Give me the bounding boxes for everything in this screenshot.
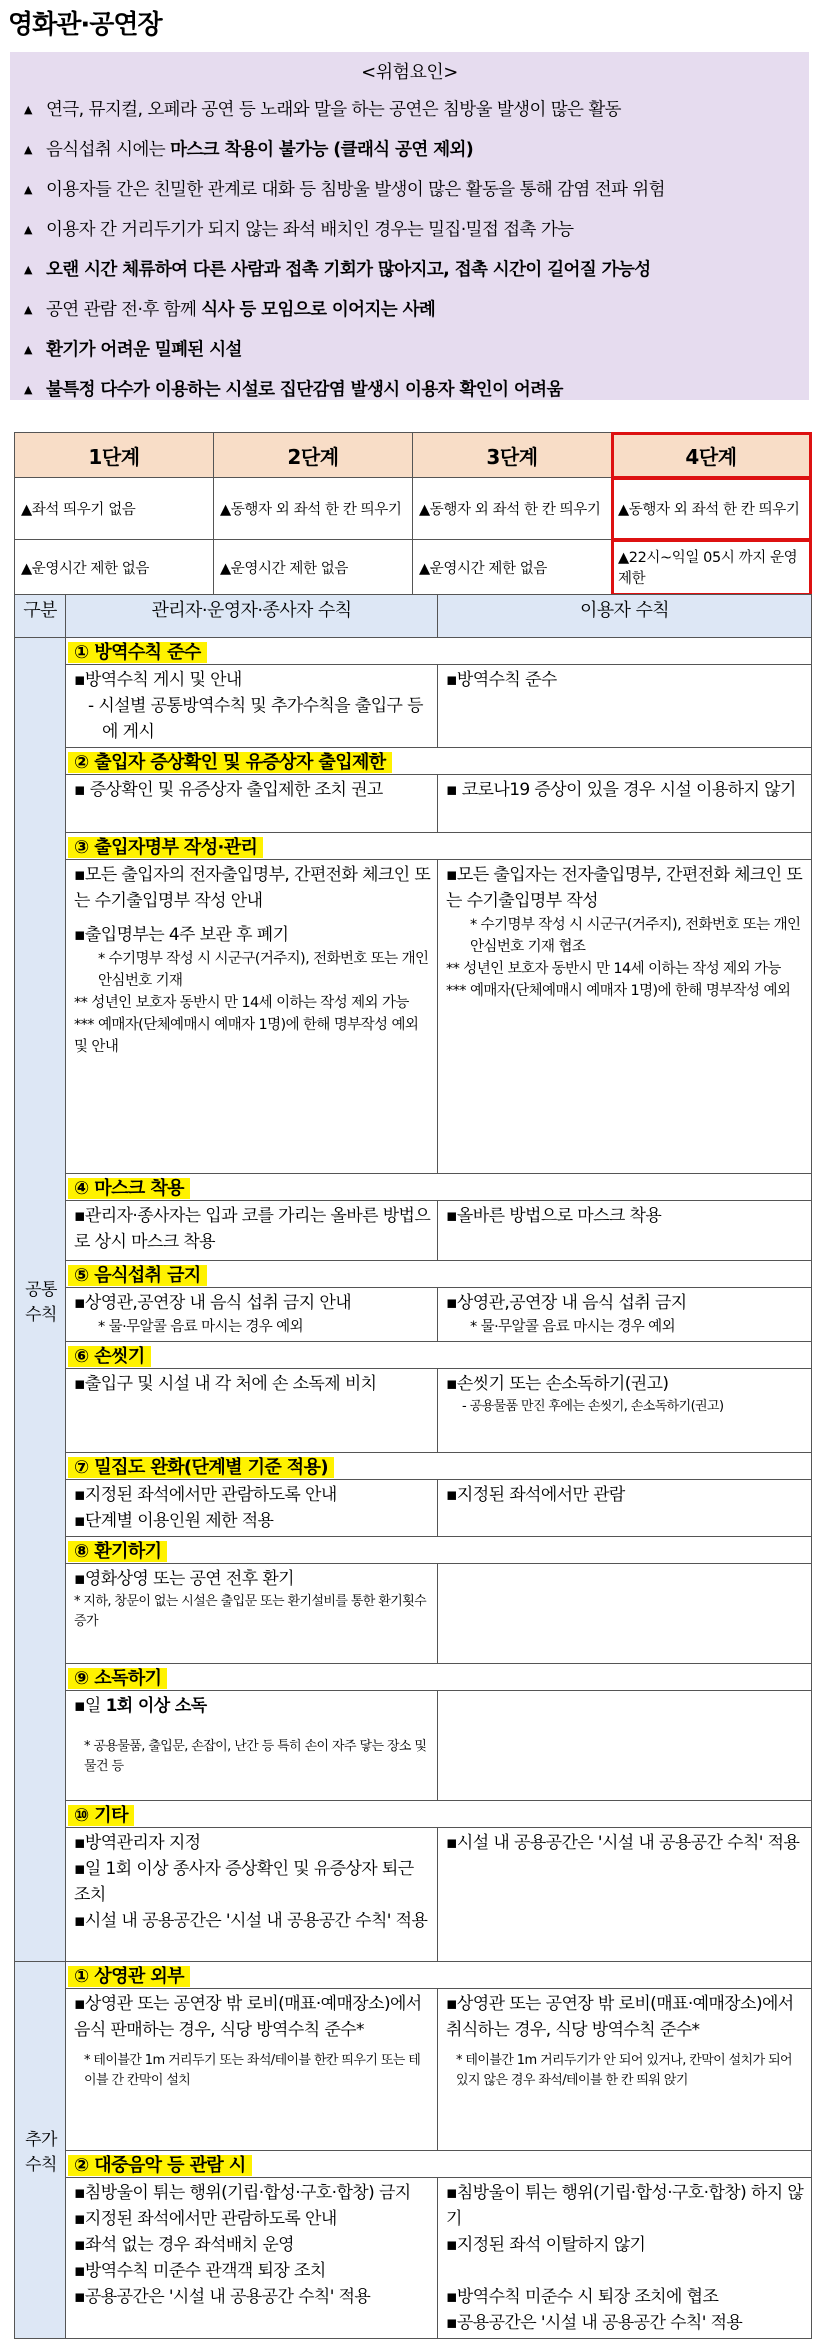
category-extra: 추가 수칙: [15, 1962, 66, 2339]
section-title: ⑧ 환기하기: [68, 1541, 167, 1562]
user-rule: ▪올바른 방법으로 마스크 착용: [438, 1201, 812, 1261]
section-title: ⑤ 음식섭취 금지: [68, 1265, 207, 1286]
risk-item: ▲ 이용자들 간은 친밀한 관계로 대화 등 침방울 발생이 많은 활동을 통해 감염 전파 위험: [24, 170, 795, 210]
page-title: 영화관·공연장: [8, 10, 162, 40]
section-title: ⑩ 기타: [68, 1805, 134, 1826]
risk-header: <위험요인>: [361, 62, 458, 83]
manager-rule: ▪ 증상확인 및 유증상자 출입제한 조치 권고: [66, 775, 438, 833]
manager-rule: ▪침방울이 튀는 행위(기립·합성·구호·합창) 금지 ▪지정된 좌석에서만 관람하도록 안내 ▪좌석 없는 경우 좌석배치 운영 ▪방역수칙 미준수 관객객 퇴장 조치 ▪공용공간은 '시설 내 공용공간 수칙' 적용: [66, 2178, 438, 2339]
distancing-level-table: [14, 432, 811, 595]
section-title: ② 출입자 증상확인 및 유증상자 출입제한: [68, 752, 392, 773]
user-rule: ▪ 코로나19 증상이 있을 경우 시설 이용하지 않기: [438, 775, 812, 833]
manager-rule: ▪일 1회 이상 소독 * 공용물품, 출입문, 손잡이, 난간 등 특히 손이 자주 닿는 장소 및 물건 등: [66, 1691, 438, 1801]
manager-rule: ▪관리자·종사자는 입과 코를 가리는 올바른 방법으로 상시 마스크 착용: [66, 1201, 438, 1261]
level-header: 4단계: [612, 433, 811, 478]
level-cell: ▲22시~익일 05시 까지 운영 제한: [612, 540, 811, 595]
triangle-bullet-icon: ▲: [24, 103, 32, 116]
triangle-bullet-icon: ▲: [24, 343, 32, 356]
level-cell: ▲운영시간 제한 없음: [413, 540, 612, 595]
col-header: 구분: [15, 595, 66, 638]
manager-rule: ▪상영관 또는 공연장 밖 로비(매표·예매장소)에서 음식 판매하는 경우, 식당 방역수칙 준수* * 테이블간 1m 거리두기 또는 좌석/테이블 한칸 띄우기 또는 테이블 간 칸막이 설치: [66, 1989, 438, 2151]
section-title: ③ 출입자명부 작성·관리: [68, 837, 263, 858]
triangle-bullet-icon: ▲: [24, 303, 32, 316]
risk-item: ▲ 오랜 시간 체류하여 다른 사람과 접촉 기회가 많아지고, 접촉 시간이 길어질 가능성: [24, 250, 795, 290]
user-rule: ▪모든 출입자는 전자출입명부, 간편전화 체크인 또는 수기출입명부 작성 * 수기명부 작성 시 시군구(거주지), 전화번호 또는 개인안심번호 기재 협조 ** 성년인 보호자 동반시 만 14세 이하는 작성 제외 가능 *** 예매자(단체예매시 예매자 1명)에 한해 명부작성 예외: [438, 860, 812, 1174]
triangle-bullet-icon: ▲: [24, 183, 32, 196]
user-rule: ▪침방울이 튀는 행위(기립·합성·구호·합창) 하지 않기 ▪지정된 좌석 이탈하지 않기 ▪방역수칙 미준수 시 퇴장 조치에 협조 ▪공용공간은 '시설 내 공용공간 수칙' 적용: [438, 2178, 812, 2339]
level-cell: ▲동행자 외 좌석 한 칸 띄우기: [413, 478, 612, 540]
user-rule: ▪손씻기 또는 손소독하기(권고) - 공용물품 만진 후에는 손씻기, 손소독하기(권고): [438, 1369, 812, 1453]
section-title: ① 상영관 외부: [68, 1966, 190, 1987]
risk-item: ▲ 이용자 간 거리두기가 되지 않는 좌석 배치인 경우는 밀집·밀접 접촉 가능: [24, 210, 795, 250]
rules-table: [14, 594, 812, 2339]
col-header: 이용자 수칙: [438, 595, 812, 638]
user-rule: [438, 1564, 812, 1664]
section-title: ⑨ 소독하기: [68, 1668, 167, 1689]
level-header: 2단계: [214, 433, 413, 478]
triangle-bullet-icon: ▲: [24, 263, 32, 276]
level-header: 1단계: [15, 433, 214, 478]
level-cell: ▲좌석 띄우기 없음: [15, 478, 214, 540]
level-cell: ▲동행자 외 좌석 한 칸 띄우기: [612, 478, 811, 540]
manager-rule: ▪지정된 좌석에서만 관람하도록 안내 ▪단계별 이용인원 제한 적용: [66, 1480, 438, 1537]
triangle-bullet-icon: ▲: [24, 383, 32, 396]
level-header: 3단계: [413, 433, 612, 478]
manager-rule: ▪방역관리자 지정 ▪일 1회 이상 종사자 증상확인 및 유증상자 퇴근 조치 ▪시설 내 공용공간은 '시설 내 공용공간 수칙' 적용: [66, 1828, 438, 1962]
manager-rule: ▪방역수칙 게시 및 안내 - 시설별 공통방역수칙 및 추가수칙을 출입구 등에 게시: [66, 665, 438, 748]
level-cell: ▲운영시간 제한 없음: [214, 540, 413, 595]
risk-item: ▲ 환기가 어려운 밀폐된 시설: [24, 330, 795, 370]
section-title: ⑦ 밀집도 완화(단계별 기준 적용): [68, 1457, 334, 1478]
triangle-bullet-icon: ▲: [24, 223, 32, 236]
risk-list: [24, 90, 795, 410]
manager-rule: ▪출입구 및 시설 내 각 처에 손 소독제 비치: [66, 1369, 438, 1453]
manager-rule: ▪상영관,공연장 내 음식 섭취 금지 안내 * 물·무알콜 음료 마시는 경우 예외: [66, 1288, 438, 1342]
level-cell: ▲운영시간 제한 없음: [15, 540, 214, 595]
section-title: ② 대중음악 등 관람 시: [68, 2155, 252, 2176]
section-title: ① 방역수칙 준수: [68, 642, 207, 663]
triangle-bullet-icon: ▲: [24, 143, 32, 156]
user-rule: ▪방역수칙 준수: [438, 665, 812, 748]
manager-rule: ▪영화상영 또는 공연 전후 환기 * 지하, 창문이 없는 시설은 출입문 또는 환기설비를 통한 환기횟수 증가: [66, 1564, 438, 1664]
col-header: 관리자·운영자·종사자 수칙: [66, 595, 438, 638]
risk-item: ▲ 연극, 뮤지컬, 오페라 공연 등 노래와 말을 하는 공연은 침방울 발생이 많은 활동: [24, 90, 795, 130]
risk-item: ▲ 음식섭취 시에는 마스크 착용이 불가능 (클래식 공연 제외): [24, 130, 795, 170]
section-title: ④ 마스크 착용: [68, 1178, 190, 1199]
user-rule: [438, 1691, 812, 1801]
risk-factors-box: [10, 52, 809, 400]
section-title: ⑥ 손씻기: [68, 1346, 151, 1367]
user-rule: ▪시설 내 공용공간은 '시설 내 공용공간 수칙' 적용: [438, 1828, 812, 1962]
risk-item: ▲ 불특정 다수가 이용하는 시설로 집단감염 발생시 이용자 확인이 어려움: [24, 370, 795, 410]
user-rule: ▪상영관,공연장 내 음식 섭취 금지 * 물·무알콜 음료 마시는 경우 예외: [438, 1288, 812, 1342]
user-rule: ▪상영관 또는 공연장 밖 로비(매표·예매장소)에서 취식하는 경우, 식당 방역수칙 준수* * 테이블간 1m 거리두기가 안 되어 있거나, 칸막이 설치가 되어 있지 않은 경우 좌석/테이블 한 칸 띄워 앉기: [438, 1989, 812, 2151]
category-common: 공통 수칙: [15, 638, 66, 1962]
level-cell: ▲동행자 외 좌석 한 칸 띄우기: [214, 478, 413, 540]
user-rule: ▪지정된 좌석에서만 관람: [438, 1480, 812, 1537]
manager-rule: ▪모든 출입자의 전자출입명부, 간편전화 체크인 또는 수기출입명부 작성 안내 ▪출입명부는 4주 보관 후 폐기 * 수기명부 작성 시 시군구(거주지), 전화번호 또는 개인안심번호 기재 ** 성년인 보호자 동반시 만 14세 이하는 작성 제외 가능 *** 예매자(단체예매시 예매자 1명)에 한해 명부작성 예외 및 안내: [66, 860, 438, 1174]
risk-item: ▲ 공연 관람 전·후 함께 식사 등 모임으로 이어지는 사례: [24, 290, 795, 330]
